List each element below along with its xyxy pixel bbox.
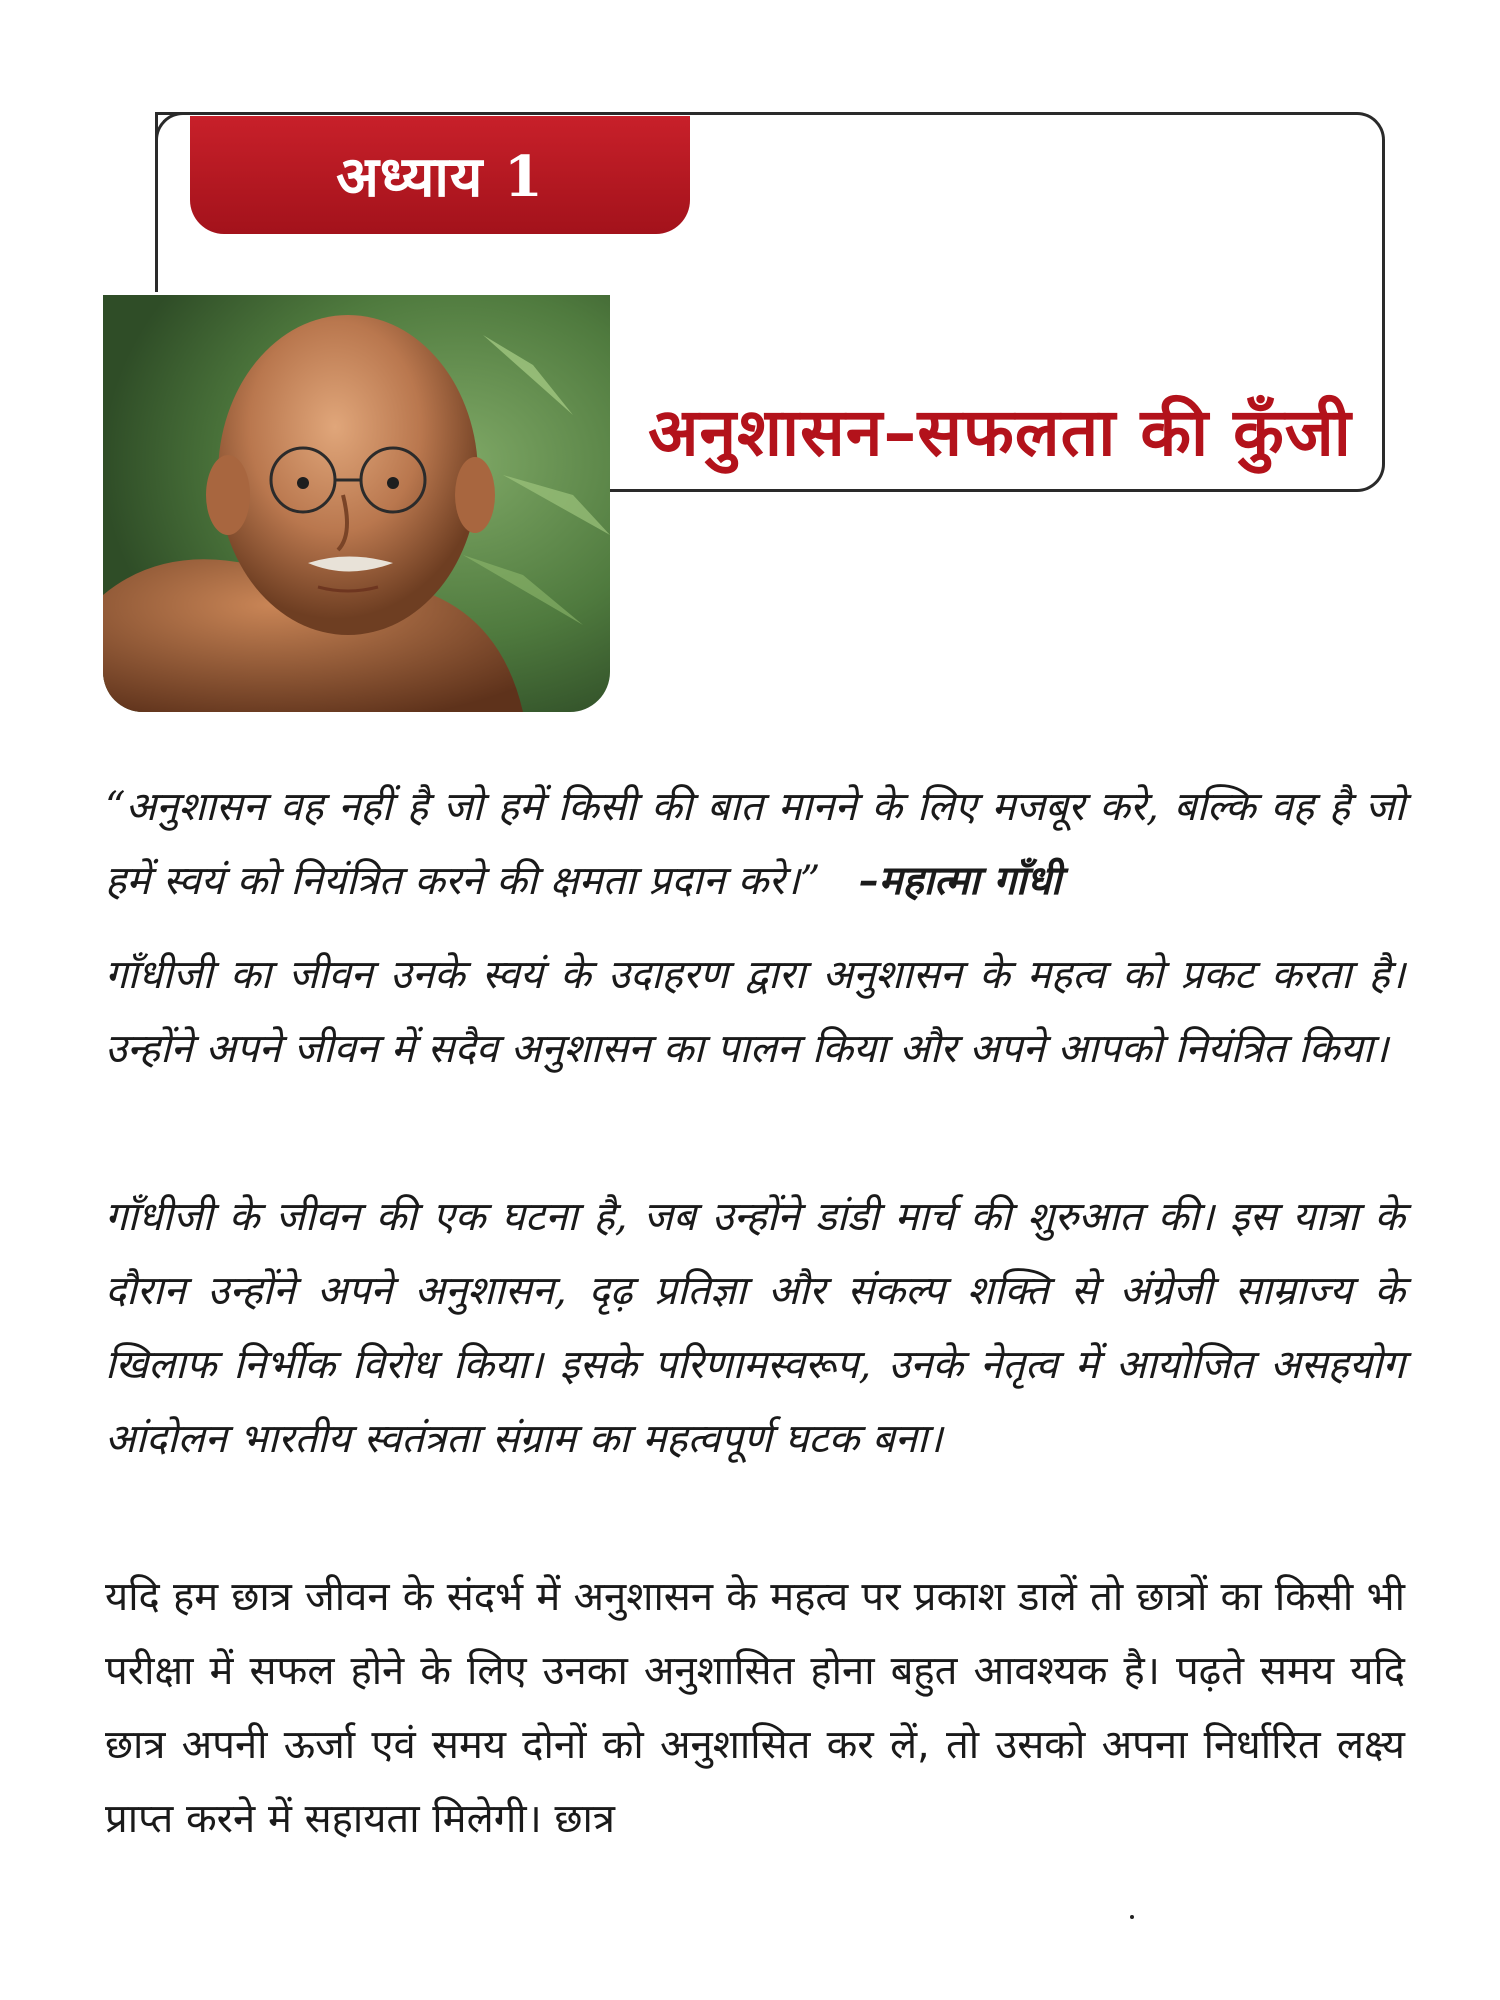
scan-speck	[1130, 1915, 1134, 1919]
chapter-title-text: अनुशासन–सफलता की कुँजी	[648, 393, 1352, 471]
paragraph-2-text: गाँधीजी के जीवन की एक घटना है, जब उन्होंने डांडी मार्च की शुरुआत की। इस यात्रा के दौरान उन्होंने अपने अनुशासन, दृढ़ प्रतिज्ञा और संकल्प शक्ति से अंग्रेजी साम्राज्य के खिलाफ निर्भीक विरोध किया। इसके परिणामस्वरूप, उनके नेतृत्व में आयोजित असहयोग आंदोलन भारतीय स्वतंत्रता संग्राम का महत्वपूर्ण घटक बना।	[105, 1194, 1405, 1462]
chapter-label	[190, 116, 690, 234]
quote-block	[105, 770, 1405, 918]
chapter-title	[620, 375, 1380, 485]
portrait-photo-icon	[103, 295, 610, 712]
portrait-photo	[103, 295, 610, 712]
paragraph-2	[105, 1180, 1405, 1476]
chapter-label-text: अध्याय 1	[336, 144, 544, 210]
paragraph-1	[105, 938, 1405, 1086]
quote-text: “अनुशासन वह नहीं है जो हमें किसी की बात मानने के लिए मजबूर करे, बल्कि वह है जो हमें स्वयं को नियंत्रित करने की क्षमता प्रदान करे।”	[105, 784, 1405, 904]
chapter-header-frame-left	[155, 112, 158, 292]
paragraph-3-text: यदि हम छात्र जीवन के संदर्भ में अनुशासन के महत्व पर प्रकाश डालें तो छात्रों का किसी भी परीक्षा में सफल होने के लिए उनका अनुशासित होना बहुत आवश्यक है। पढ़ते समय यदि छात्र अपनी ऊर्जा एवं समय दोनों को अनुशासित कर लें, तो उसको अपना निर्धारित लक्ष्य प्राप्त करने में सहायता मिलेगी। छात्र	[105, 1574, 1405, 1842]
quote-attribution: –महात्मा गाँधी	[858, 857, 1062, 904]
paragraph-1-text: गाँधीजी का जीवन उनके स्वयं के उदाहरण द्वारा अनुशासन के महत्व को प्रकट करता है। उन्होंने अपने जीवन में सदैव अनुशासन का पालन किया और अपने आपको नियंत्रित किया।	[105, 952, 1405, 1072]
paragraph-3	[105, 1560, 1405, 1856]
